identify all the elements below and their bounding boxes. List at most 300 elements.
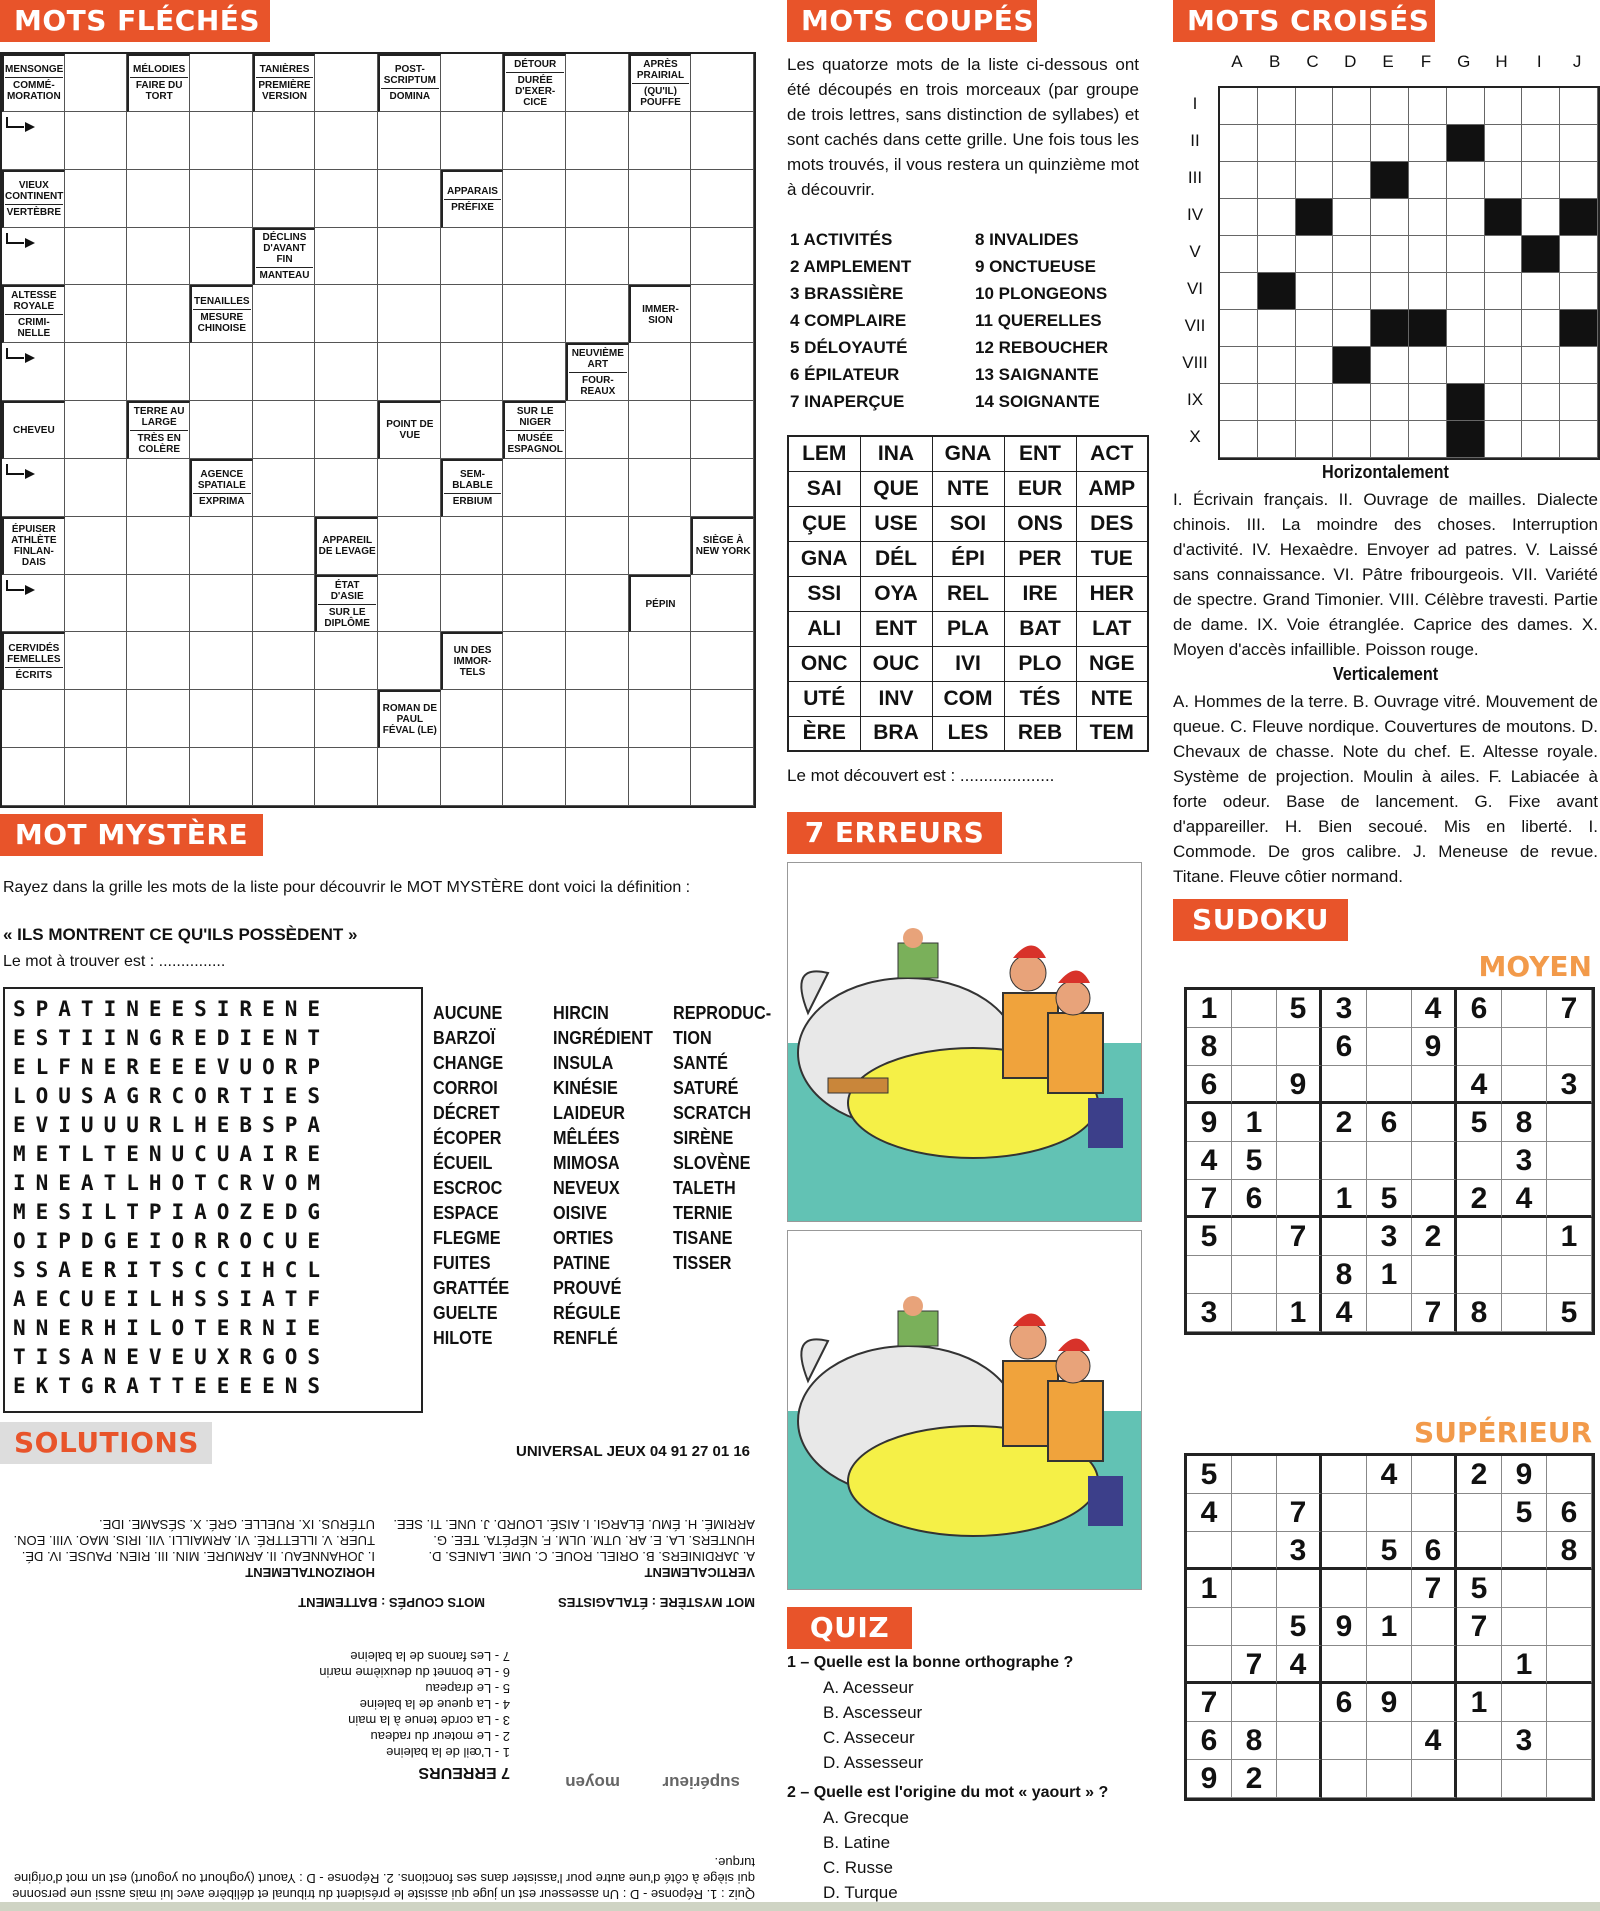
sudoku-cell: 9 <box>1277 1066 1322 1104</box>
word-item: 1 ACTIVITÉS <box>790 230 893 249</box>
clue-text: ROMAN DE PAUL FÉVAL (LE) <box>382 703 438 737</box>
sudoku-cell: 2 <box>1412 1218 1457 1256</box>
crossword-cell <box>1371 125 1409 162</box>
word-item: 8 INVALIDES <box>975 230 1079 249</box>
word-search-row: SSAERITSCCIHCL <box>13 1258 331 1282</box>
sudoku-cell: 8 <box>1502 1104 1547 1142</box>
title-mot-mystere: MOT MYSTÈRE <box>0 814 263 856</box>
col-label: G <box>1457 52 1471 71</box>
word-list-item: PATINE <box>553 1253 611 1273</box>
clue-text: APRÈS PRAIRIAL <box>636 58 685 81</box>
sudoku-cell: 1 <box>1277 1294 1322 1332</box>
syllable-cell: ÇUE <box>788 506 860 541</box>
grid-cell <box>503 285 566 343</box>
bottom-bar <box>0 1902 1600 1911</box>
word-search-row: TISANEVEUXRGOS <box>13 1345 331 1369</box>
sudoku-cell <box>1502 1218 1547 1256</box>
word-item: 7 INAPERÇUE <box>790 392 905 411</box>
quiz-option: A. Grecque <box>823 1808 909 1827</box>
crossword-cell <box>1447 273 1485 310</box>
syllable-cell: DÉL <box>860 541 932 576</box>
clue-cell <box>315 575 378 633</box>
sudoku-cell: 7 <box>1412 1570 1457 1608</box>
clue-cell <box>190 459 253 517</box>
col-label: H <box>1495 52 1508 71</box>
sudoku-cell <box>1502 1570 1547 1608</box>
word-list-item: ESCROC <box>433 1178 503 1198</box>
sudoku-cell <box>1232 1684 1277 1722</box>
sudoku-cell <box>1502 1608 1547 1646</box>
solutions-v-title: VERTICALEMENT <box>644 1565 755 1580</box>
sudoku-cell <box>1502 1028 1547 1066</box>
grid-cell <box>629 690 692 748</box>
word-item: 13 SAIGNANTE <box>975 365 1099 384</box>
clue-text: SUR LE DIPLÔME <box>318 604 376 629</box>
syllable-cell: INA <box>860 436 932 471</box>
word-search-row: LOUSAGRCORTIES <box>13 1084 331 1108</box>
grid-cell <box>503 343 566 401</box>
word-item: 4 COMPLAIRE <box>790 311 907 330</box>
sudoku-cell <box>1502 1684 1547 1722</box>
col-label: I <box>1536 52 1542 71</box>
sudoku-cell <box>1547 1760 1592 1798</box>
crossword-cell <box>1296 199 1334 236</box>
clue-text: VERTÈBRE <box>5 204 63 218</box>
crossword-cell <box>1371 310 1409 347</box>
syllable-cell: LES <box>932 716 1004 751</box>
syllable-cell: TEM <box>1076 716 1148 751</box>
syllable-cell: ACT <box>1076 436 1148 471</box>
word-item: 12 REBOUCHER <box>975 338 1109 357</box>
quiz-option: B. Latine <box>823 1833 891 1852</box>
sudoku-cell <box>1412 1256 1457 1294</box>
crossword-row-labels <box>1175 88 1215 458</box>
sudoku-cell: 3 <box>1367 1218 1412 1256</box>
sudoku-cell <box>1232 1570 1277 1608</box>
sudoku-cell <box>1412 1142 1457 1180</box>
sudoku-cell <box>1277 1028 1322 1066</box>
grid-cell <box>566 285 629 343</box>
sudoku-cell <box>1457 1028 1502 1066</box>
mots-coupes-answer: Le mot découvert est : .................... <box>787 766 1055 785</box>
crossword-cell <box>1258 384 1296 421</box>
clue-text: ÉCRITS <box>5 667 63 681</box>
grid-cell <box>691 228 754 286</box>
bent-arrow-icon <box>6 233 24 244</box>
crossword-cell <box>1220 384 1258 421</box>
syllable-cell: GNA <box>788 541 860 576</box>
sudoku-cell <box>1322 1570 1367 1608</box>
clue-text: I. Écrivain français. II. Ouvrage de mailles. Dialecte chinois. III. La moindre des choses. Interruption d'activité. IV. Hexaèdre. Envoyer ad patres. V. Laissé sans connaissance. VI. Pâtre fribourgeois. VII. Variété de spectre. Grand Timonier. VIII. Célèbre travesti. Partie de dame. IX. Voie étranglée. Caprice des dames. X. Moyen d'accès infaillible. Poisson rouge. <box>1173 490 1598 659</box>
sudoku-cell <box>1232 1066 1277 1104</box>
quiz-answers-1 <box>823 1675 923 1775</box>
clue-text: VIEUX CONTINENT <box>5 180 64 203</box>
sudoku-cell <box>1367 1494 1412 1532</box>
row-label: VIII <box>1182 353 1208 372</box>
crossword-cell <box>1258 273 1296 310</box>
crossword-cell <box>1296 347 1334 384</box>
word-list-item: AUCUNE <box>433 1003 503 1023</box>
syllable-cell: DES <box>1076 506 1148 541</box>
word-list-item: CHANGE <box>433 1053 504 1073</box>
syllable-cell: LAT <box>1076 611 1148 646</box>
crossword-cell <box>1447 347 1485 384</box>
clue-text: ÉPUISER ATHLÈTE FINLAN-DAIS <box>11 524 57 569</box>
crossword-cell <box>1258 199 1296 236</box>
sudoku-cell <box>1367 1028 1412 1066</box>
title-mots-fleches: MOTS FLÉCHÉS <box>0 0 270 42</box>
word-item: 11 QUERELLES <box>975 311 1102 330</box>
sudoku-cell: 5 <box>1277 1608 1322 1646</box>
solution-erreur-item: 5 - Le drapeau <box>425 1681 510 1696</box>
solutions-contact: UNIVERSAL JEUX 04 91 27 01 16 <box>516 1443 751 1460</box>
word-search-row: OIPDGEIORROCUE <box>13 1229 331 1253</box>
quiz-q2: 2 – Quelle est l'origine du mot « yaourt » ? <box>787 1784 1109 1801</box>
crossword-cell <box>1560 125 1598 162</box>
grid-cell <box>65 401 128 459</box>
grid-cell <box>315 170 378 228</box>
bent-arrow-icon <box>6 580 24 591</box>
word-list-col1 <box>433 1001 509 1351</box>
clue-text: FAIRE DU TORT <box>130 77 188 102</box>
sudoku-cell <box>1277 1180 1322 1218</box>
syllable-cell: TUE <box>1076 541 1148 576</box>
syllable-cell: SOI <box>932 506 1004 541</box>
crossword-cell <box>1371 162 1409 199</box>
grid-cell <box>253 517 316 575</box>
mots-coupes-grid <box>787 435 1149 752</box>
grid-cell <box>190 632 253 690</box>
clue-cell <box>691 517 754 575</box>
solutions-erreurs-list <box>290 1648 510 1760</box>
sudoku-cell: 9 <box>1502 1456 1547 1494</box>
crossword-h-clues <box>1173 487 1598 662</box>
clue-text: ERBIUM <box>444 493 502 507</box>
grid-cell <box>190 517 253 575</box>
syllable-cell: REL <box>932 576 1004 611</box>
sudoku-cell: 3 <box>1322 990 1367 1028</box>
quiz-option: D. Assesseur <box>823 1753 924 1772</box>
clue-cell <box>2 170 65 228</box>
crossword-cell <box>1409 347 1447 384</box>
sudoku-cell <box>1457 1218 1502 1256</box>
sudoku-cell <box>1277 1570 1322 1608</box>
clue-cell <box>2 54 65 112</box>
solutions-mystere: MOT MYSTÈRE : ÉTALAGISTES <box>558 1595 755 1610</box>
sudoku-cell <box>1547 1104 1592 1142</box>
syllable-cell: OYA <box>860 576 932 611</box>
grid-cell <box>691 54 754 112</box>
sudoku-cell <box>1232 1494 1277 1532</box>
mystere-find: Le mot à trouver est : ............... <box>3 953 226 970</box>
mystere-intro: Rayez dans la grille les mots de la liste pour découvrir le MOT MYSTÈRE dont voici la définition : <box>3 879 691 896</box>
sudoku-cell <box>1547 1180 1592 1218</box>
grid-cell <box>127 285 190 343</box>
crossword-cell <box>1371 384 1409 421</box>
quiz-option: C. Asseceur <box>823 1728 915 1747</box>
grid-cell <box>127 690 190 748</box>
solution-erreur-item: 6 - Le bonnet du deuxième marin <box>319 1665 510 1680</box>
crossword-cell <box>1447 199 1485 236</box>
clue-text: SIÈGE À NEW YORK <box>695 535 751 558</box>
mystere-definition: « ILS MONTRENT CE QU'ILS POSSÈDENT » <box>3 925 358 944</box>
word-list-item: FUITES <box>433 1253 491 1273</box>
crossword-cell <box>1371 273 1409 310</box>
clue-text: PREMIÈRE VERSION <box>256 77 314 102</box>
clue-text: AGENCE SPATIALE <box>197 469 246 492</box>
clue-text: POINT DE VUE <box>386 419 434 442</box>
sudoku-cell: 1 <box>1232 1104 1277 1142</box>
grid-cell <box>2 112 65 170</box>
row-label: II <box>1190 131 1200 150</box>
crossword-cell <box>1409 236 1447 273</box>
grid-cell <box>629 228 692 286</box>
crossword-cell <box>1258 125 1296 162</box>
grid-cell <box>566 54 629 112</box>
sudoku-cell: 7 <box>1412 1294 1457 1332</box>
crossword-cell <box>1220 88 1258 125</box>
clue-text: DÉTOUR <box>514 58 557 70</box>
word-list-item: MÊLÉES <box>553 1128 620 1148</box>
crossword-cell <box>1371 421 1409 458</box>
crossword-cell <box>1560 236 1598 273</box>
crossword-cell <box>1522 421 1560 458</box>
crossword-cell <box>1522 384 1560 421</box>
crossword-cell <box>1258 236 1296 273</box>
sudoku-cell <box>1412 1684 1457 1722</box>
sudoku-cell: 3 <box>1547 1066 1592 1104</box>
grid-cell <box>190 54 253 112</box>
word-list-item: RENFLÉ <box>553 1328 618 1348</box>
grid-cell <box>503 632 566 690</box>
syllable-cell: IRE <box>1004 576 1076 611</box>
sudoku-cell: 5 <box>1187 1218 1232 1256</box>
title-7-erreurs: 7 ERREURS <box>787 812 1002 854</box>
quiz-answers-2 <box>823 1805 909 1905</box>
word-list-item: SLOVÈNE <box>673 1153 751 1173</box>
crossword-cell <box>1220 347 1258 384</box>
clue-text: IMMER-SION <box>642 303 679 326</box>
bent-arrow-icon <box>6 117 24 128</box>
sudoku-cell <box>1547 1684 1592 1722</box>
word-search-grid <box>3 987 423 1413</box>
grid-cell <box>503 170 566 228</box>
sudoku-cell: 2 <box>1322 1104 1367 1142</box>
title-solutions: SOLUTIONS <box>0 1422 212 1464</box>
grid-cell <box>190 170 253 228</box>
grid-cell <box>378 459 441 517</box>
mots-coupes-intro: Les quatorze mots de la liste ci-dessous ont été découpés en trois morceaux (par groupe de trois lettres, sans distinction de syllabes) et sont cachés dans cette grille. Une fois tous les mots trouvés, il vous restera un quinzième mot à découvrir. <box>787 55 1139 199</box>
crossword-cell <box>1485 199 1523 236</box>
clue-text: MANTEAU <box>256 267 314 281</box>
sudoku-cell <box>1412 1066 1457 1104</box>
clue-cell <box>629 285 692 343</box>
clue-cell <box>503 401 566 459</box>
clue-text: UN DES IMMOR-TELS <box>453 645 492 679</box>
grid-cell <box>566 112 629 170</box>
sudoku-cell: 1 <box>1322 1180 1367 1218</box>
sudoku-cell: 9 <box>1187 1760 1232 1798</box>
word-item: 3 BRASSIÈRE <box>790 284 904 303</box>
grid-cell <box>503 112 566 170</box>
crossword-cell <box>1447 88 1485 125</box>
sudoku-superieur-grid <box>1184 1453 1595 1801</box>
word-list-item: ÉCOPER <box>433 1128 502 1148</box>
sudoku-cell: 1 <box>1457 1684 1502 1722</box>
grid-cell <box>441 285 504 343</box>
syllable-cell: ÉPI <box>932 541 1004 576</box>
crossword-cell <box>1409 162 1447 199</box>
sudoku-cell <box>1277 1760 1322 1798</box>
grid-cell <box>190 748 253 806</box>
sudoku-cell <box>1412 1456 1457 1494</box>
grid-cell <box>441 748 504 806</box>
sudoku-cell <box>1457 1142 1502 1180</box>
title-quiz: QUIZ <box>787 1607 912 1649</box>
syllable-cell: NTE <box>1076 681 1148 716</box>
sudoku-cell <box>1547 1722 1592 1760</box>
sudoku-cell: 8 <box>1457 1294 1502 1332</box>
grid-cell <box>127 170 190 228</box>
word-list-item: INGRÉDIENT <box>553 1028 653 1048</box>
sudoku-cell <box>1457 1722 1502 1760</box>
grid-cell <box>65 632 128 690</box>
crossword-cell <box>1409 88 1447 125</box>
crossword-cell <box>1296 421 1334 458</box>
sudoku-cell: 7 <box>1187 1180 1232 1218</box>
crossword-cell <box>1258 310 1296 347</box>
sudoku-cell: 7 <box>1547 990 1592 1028</box>
sudoku-cell <box>1457 1256 1502 1294</box>
sudoku-cell <box>1187 1256 1232 1294</box>
grid-cell <box>503 690 566 748</box>
grid-cell <box>253 285 316 343</box>
clue-text: A. Hommes de la terre. B. Ouvrage vitré. Mouvement de queue. C. Fleuve nordique. Couvertures de moutons. D. Chevaux de chasse. Note du chef. E. Altesse royale. Système de projection. Moulin à ailes. F. Labiacée à forte odeur. Base de lancement. G. Fixe avant d'appareiller. H. Bien secoué. Mis en liberté. I. Commode. De gros calibre. J. Meneuse de revue. Titane. Fleuve côtier normand. <box>1173 692 1598 886</box>
solutions-v: A. JARDINIERS. B. ORIEL. ROUE. C. UME. LAINES. D. HUNTERS. LA. E. AR. UTM. ULM. F. NÉPÉTA. TEE. G. ARRIMÉ. H. ÉMU. ÉLARGI. I. AISÉ. LOURD. J. UNE. TI. SEE. <box>393 1517 755 1564</box>
grid-cell <box>378 228 441 286</box>
grid-cell <box>253 690 316 748</box>
crossword-cell <box>1333 162 1371 199</box>
sudoku-cell: 6 <box>1187 1066 1232 1104</box>
grid-cell <box>629 748 692 806</box>
crossword-cell <box>1220 199 1258 236</box>
grid-cell <box>253 748 316 806</box>
grid-cell <box>253 170 316 228</box>
grid-cell <box>566 459 629 517</box>
sudoku-cell <box>1502 1294 1547 1332</box>
crossword-cell <box>1447 162 1485 199</box>
word-item: 2 AMPLEMENT <box>790 257 912 276</box>
crossword-cell <box>1409 310 1447 347</box>
sudoku-cell: 6 <box>1322 1684 1367 1722</box>
grid-cell <box>65 575 128 633</box>
clue-cell <box>629 54 692 112</box>
row-label: III <box>1187 168 1203 187</box>
clue-cell <box>441 459 504 517</box>
grid-cell <box>691 690 754 748</box>
grid-cell <box>378 285 441 343</box>
sudoku-cell: 2 <box>1457 1180 1502 1218</box>
solution-erreur-item: 2 - Le moteur du radeau <box>370 1729 510 1744</box>
grid-cell <box>691 401 754 459</box>
sudoku-cell: 1 <box>1547 1218 1592 1256</box>
sudoku-cell: 1 <box>1187 1570 1232 1608</box>
sudoku-cell: 3 <box>1187 1294 1232 1332</box>
grid-cell <box>691 112 754 170</box>
sudoku-cell: 6 <box>1322 1028 1367 1066</box>
clue-text: COMMÉ-MORATION <box>5 77 63 102</box>
clue-text: SEM-BLABLE <box>452 469 493 492</box>
grid-cell <box>253 632 316 690</box>
sudoku-cell: 7 <box>1457 1608 1502 1646</box>
clue-cell <box>253 54 316 112</box>
syllable-cell: ONS <box>1004 506 1076 541</box>
grid-cell <box>315 343 378 401</box>
sudoku-cell: 8 <box>1547 1532 1592 1570</box>
sudoku-cell <box>1277 1722 1322 1760</box>
grid-cell <box>315 632 378 690</box>
crossword-cell <box>1333 273 1371 310</box>
grid-cell <box>566 401 629 459</box>
word-list-item: LAIDEUR <box>553 1103 625 1123</box>
solutions-h: I. JOHANNEAU. II. ARMURE. MIN. III. RIEN. PAUSE. IV. DÉ. TUER. V. ILLETTRÉ. VI. ARMAILLI. VII. IRIS. MAO. VIII. EON. UTÉRUS. IX. RUELLE. GRÉ. X. SÉSAME. IDE. <box>13 1517 375 1564</box>
sudoku-cell: 4 <box>1322 1294 1367 1332</box>
sudoku-cell: 5 <box>1547 1294 1592 1332</box>
clue-cell <box>503 54 566 112</box>
arrow-word-grid <box>0 52 756 808</box>
cartoon-image-1 <box>787 862 1142 1222</box>
row-label: V <box>1189 242 1201 261</box>
word-list-item: HIRCIN <box>553 1003 609 1023</box>
sudoku-cell <box>1277 1104 1322 1142</box>
grid-cell <box>253 112 316 170</box>
syllable-cell: AMP <box>1076 471 1148 506</box>
crossword-cell <box>1447 384 1485 421</box>
word-item: 5 DÉLOYAUTÉ <box>790 338 908 357</box>
grid-cell <box>691 285 754 343</box>
crossword-cell <box>1333 236 1371 273</box>
solution-erreur-item: 7 - Les fanons de la baleine <box>350 1649 510 1664</box>
grid-cell <box>441 54 504 112</box>
grid-cell <box>65 228 128 286</box>
cartoon-image-2 <box>787 1230 1142 1590</box>
crossword-cell <box>1522 236 1560 273</box>
word-list-item: TISANE <box>673 1228 733 1248</box>
syllable-cell: PLA <box>932 611 1004 646</box>
sudoku-cell <box>1412 1104 1457 1142</box>
grid-cell <box>566 690 629 748</box>
sudoku-cell: 5 <box>1457 1104 1502 1142</box>
sudoku-cell: 2 <box>1457 1456 1502 1494</box>
crossword-cell <box>1333 384 1371 421</box>
sudoku-cell <box>1232 1532 1277 1570</box>
crossword-cell <box>1522 88 1560 125</box>
crossword-cell <box>1296 125 1334 162</box>
clue-cell <box>378 54 441 112</box>
clue-text: MESURE CHINOISE <box>193 309 251 334</box>
title-sudoku: SUDOKU <box>1173 899 1348 941</box>
grid-cell <box>441 575 504 633</box>
col-label: A <box>1231 52 1243 71</box>
grid-cell <box>315 459 378 517</box>
crossword-cell <box>1485 384 1523 421</box>
sudoku-cell: 5 <box>1277 990 1322 1028</box>
crossword-cell <box>1296 88 1334 125</box>
crossword-cell <box>1333 88 1371 125</box>
crossword-cell <box>1485 125 1523 162</box>
sudoku-cell <box>1547 1456 1592 1494</box>
syllable-cell: NGE <box>1076 646 1148 681</box>
